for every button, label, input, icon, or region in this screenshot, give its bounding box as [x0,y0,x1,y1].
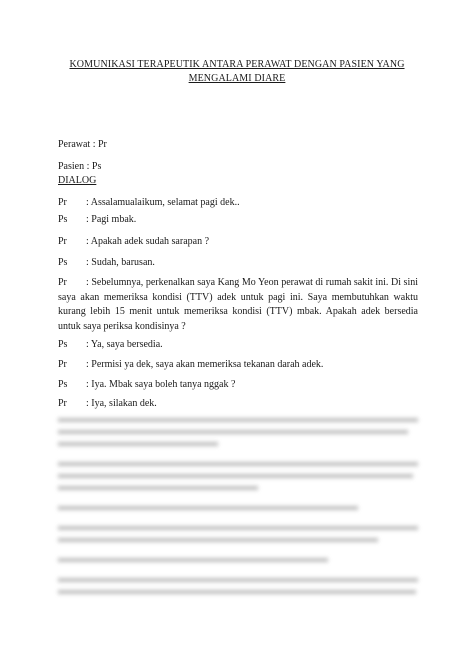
pasien-label: Pasien : Ps [58,161,102,172]
perawat-label: Perawat : Pr [58,139,107,150]
utterance: : Iya, silakan dek. [86,398,157,409]
utterance: : Ya, saya bersedia. [86,339,163,350]
dialog-turn [58,276,418,334]
utterance: : Apakah adek sudah sarapan ? [86,236,210,247]
speaker: Pr [58,197,67,208]
speaker: Ps [58,379,68,390]
utterance: : Iya. Mbak saya boleh tanya nggak ? [86,379,236,390]
speaker: Ps [58,339,68,350]
blurred-preview [58,408,418,613]
utterance: : Assalamualaikum, selamat pagi dek.. [86,197,240,208]
speaker: Pr [58,236,67,247]
utterance: : Sebelumnya, perkenalkan saya Kang Mo Yeon perawat di rumah sakit ini. Di sini saya akan memeriksa kondisi (TTV) adek untuk pagi ini. Saya membutuhkan waktu kurang lebih 15 menit untuk memeriksa kondisi (TTV) mbak. Apakah adek bersedia untuk saya periksa kondisinya ? [58,277,418,332]
dialog-heading: DIALOG [58,175,97,186]
dialog-turn [58,338,418,353]
speaker: Ps [58,214,68,225]
document-title [40,58,434,86]
utterance: : Pagi mbak. [86,214,137,225]
dialog-turn [58,256,418,271]
dialog-turn [58,358,418,373]
utterance: : Sudah, barusan. [86,257,155,268]
speaker: Ps [58,257,68,268]
blurred-text-lines [58,408,418,608]
dialog-turn [58,213,418,228]
dialog-turn [58,196,418,211]
title-line-2: MENGALAMI DIARE [188,73,286,84]
dialog-turn [58,235,418,250]
speaker: Pr [58,359,67,370]
speaker: Pr [58,277,67,288]
title-line-1: KOMUNIKASI TERAPEUTIK ANTARA PERAWAT DENGAN PASIEN YANG [69,59,405,70]
dialog-turn [58,378,418,393]
utterance: : Permisi ya dek, saya akan memeriksa tekanan darah adek. [86,359,324,370]
speaker: Pr [58,398,67,409]
